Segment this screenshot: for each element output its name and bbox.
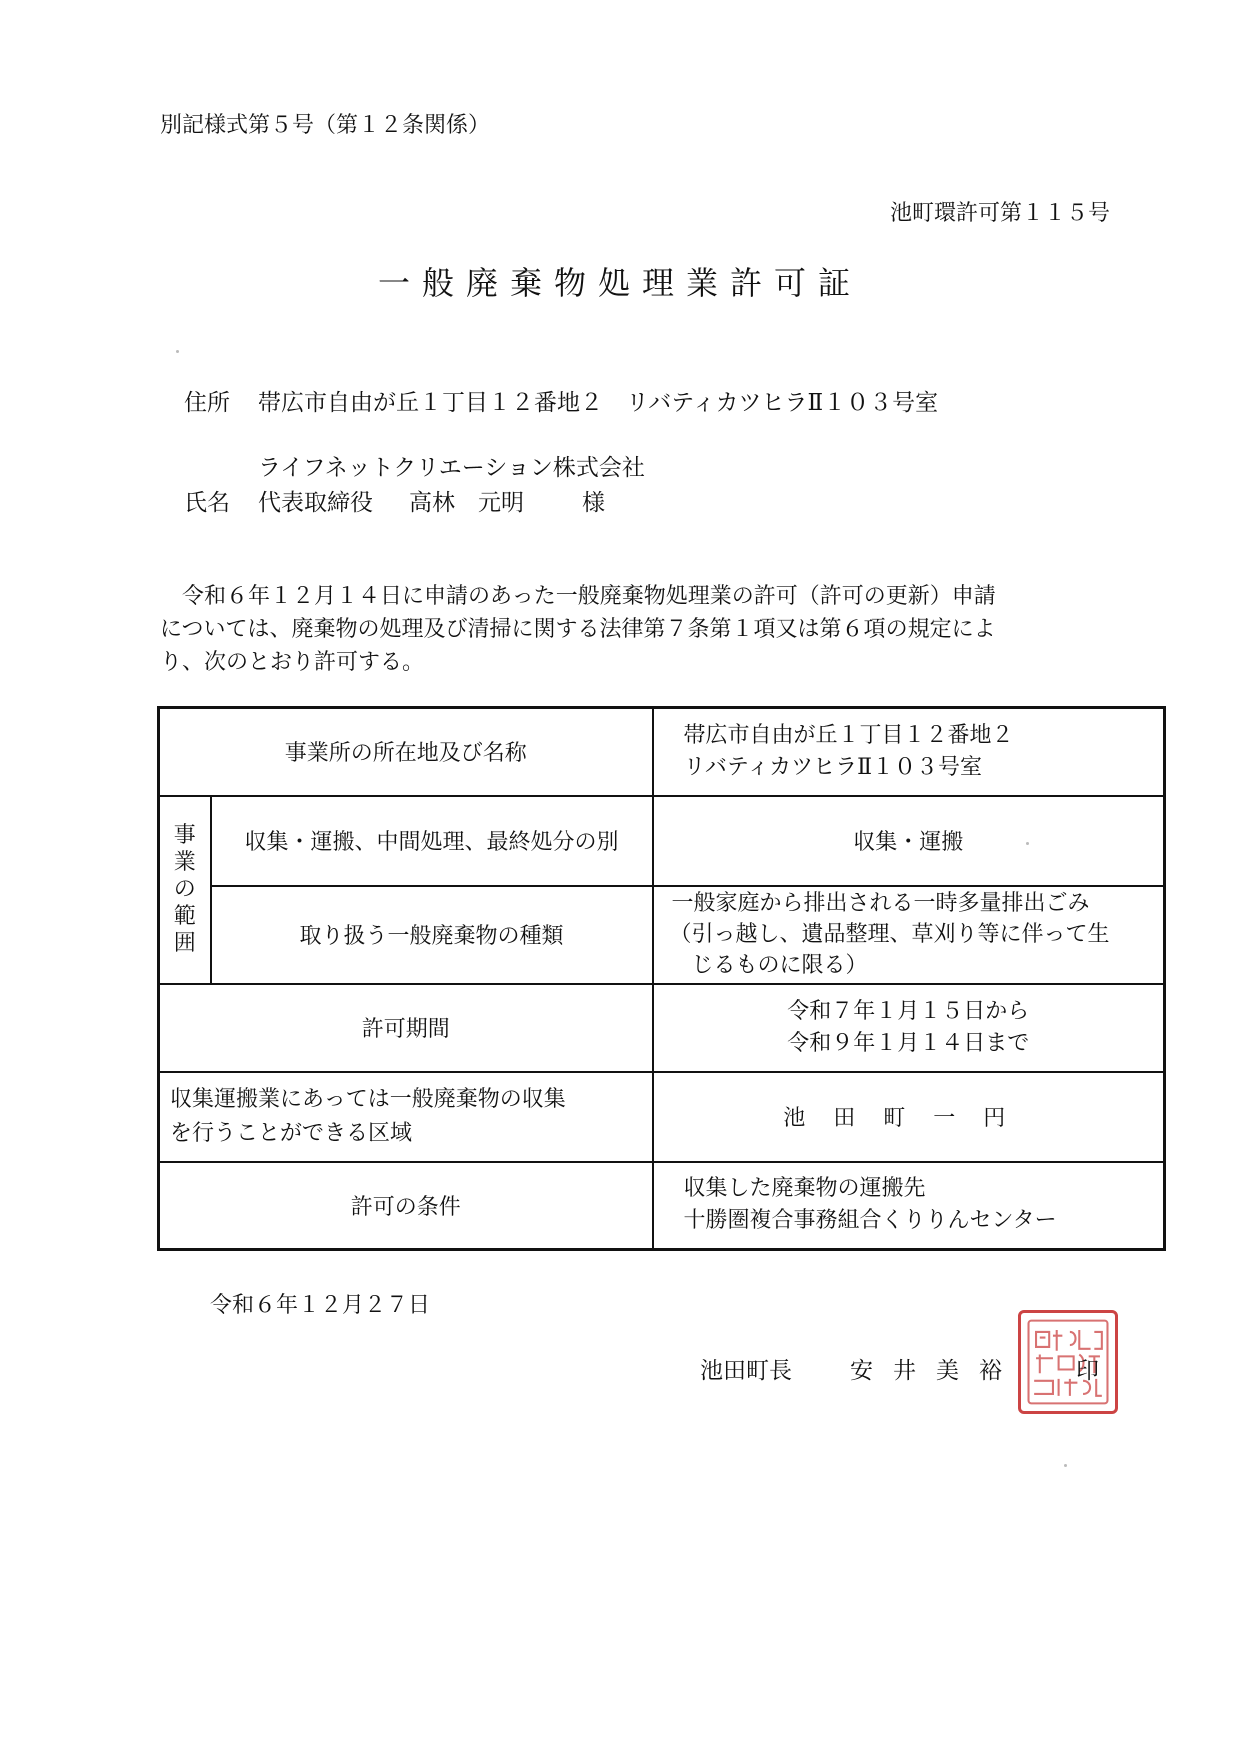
waste-value-line-2: （引っ越し、遺品整理、草刈り等に伴って生 <box>669 922 1110 947</box>
area-label <box>159 1072 653 1162</box>
scope-char: 事 <box>173 823 196 848</box>
waste-value <box>653 886 1165 984</box>
table-row-condition <box>159 1162 1165 1250</box>
company-name: ライフネットクリエーション株式会社 <box>258 455 645 481</box>
scope-char: の <box>173 877 196 902</box>
name-label: 氏名 <box>184 490 230 516</box>
honorific: 様 <box>582 490 605 516</box>
table-row-waste <box>159 886 1165 984</box>
office-value-line-2: リバティカツヒラⅡ１０３号室 <box>683 754 983 780</box>
representative-name: 高林 元明 <box>409 490 524 516</box>
official-seal-icon <box>1018 1310 1118 1414</box>
condition-value-line-1: 収集した廃棄物の運搬先 <box>683 1176 926 1202</box>
table-row-type <box>159 796 1165 886</box>
document-title: 一般廃棄物処理業許可証 <box>377 264 862 302</box>
scan-speck <box>1026 842 1029 845</box>
table-row-period <box>159 984 1165 1072</box>
body-line-1: 令和６年１２月１４日に申請のあった一般廃棄物処理業の許可（許可の更新）申請 <box>182 584 996 609</box>
scope-char: 業 <box>173 850 196 875</box>
condition-label: 許可の条件 <box>159 1162 653 1250</box>
issuer-name: 安井美裕 <box>850 1358 1022 1384</box>
area-value: 池田町一円 <box>653 1072 1165 1162</box>
office-label: 事業所の所在地及び名称 <box>159 708 653 796</box>
address-value: 帯広市自由が丘１丁目１２番地２ リバティカツヒラⅡ１０３号室 <box>258 390 939 416</box>
type-value: 収集・運搬 <box>653 796 1165 886</box>
issuer-title: 池田町長 <box>700 1358 792 1384</box>
representative-title: 代表取締役 <box>258 490 373 516</box>
scope-char: 範 <box>173 904 196 929</box>
period-value-line-2: 令和９年１月１４日まで <box>787 1030 1030 1056</box>
permit-table <box>157 706 1166 1251</box>
scan-speck <box>1064 1464 1067 1467</box>
waste-value-line-3: じるものに限る） <box>691 953 868 978</box>
waste-label: 取り扱う一般廃棄物の種類 <box>211 886 653 984</box>
body-line-2: については、廃棄物の処理及び清掃に関する法律第７条第１項又は第６項の規定によ <box>160 617 996 642</box>
permit-number: 池町環許可第１１５号 <box>889 201 1110 226</box>
period-value <box>653 984 1165 1072</box>
issue-date: 令和６年１２月２７日 <box>210 1293 431 1318</box>
area-label-line-1: 収集運搬業にあっては一般廃棄物の収集 <box>170 1086 566 1112</box>
body-line-3: り、次のとおり許可する。 <box>160 650 425 675</box>
office-value-line-1: 帯広市自由が丘１丁目１２番地２ <box>683 722 1014 748</box>
address-label: 住所 <box>184 390 230 416</box>
condition-value <box>653 1162 1165 1250</box>
form-number: 別記様式第５号（第１２条関係） <box>160 113 491 138</box>
period-value-line-1: 令和７年１月１５日から <box>787 998 1030 1024</box>
condition-value-line-2: 十勝圏複合事務組合くりりんセンター <box>683 1208 1057 1234</box>
body-paragraph <box>160 580 1110 679</box>
waste-value-line-1: 一般家庭から排出される一時多量排出ごみ <box>671 891 1090 916</box>
office-value <box>653 708 1165 796</box>
period-label: 許可期間 <box>159 984 653 1072</box>
scope-label <box>159 796 211 984</box>
table-row-area <box>159 1072 1165 1162</box>
table-row-office <box>159 708 1165 796</box>
area-label-line-2: を行うことができる区域 <box>170 1120 413 1146</box>
seal-mark: 印 <box>1076 1358 1099 1384</box>
scope-char: 囲 <box>173 931 196 956</box>
type-label: 収集・運搬、中間処理、最終処分の別 <box>211 796 653 886</box>
scan-speck <box>176 350 179 353</box>
seal-stamp-graphic <box>1021 1313 1115 1411</box>
